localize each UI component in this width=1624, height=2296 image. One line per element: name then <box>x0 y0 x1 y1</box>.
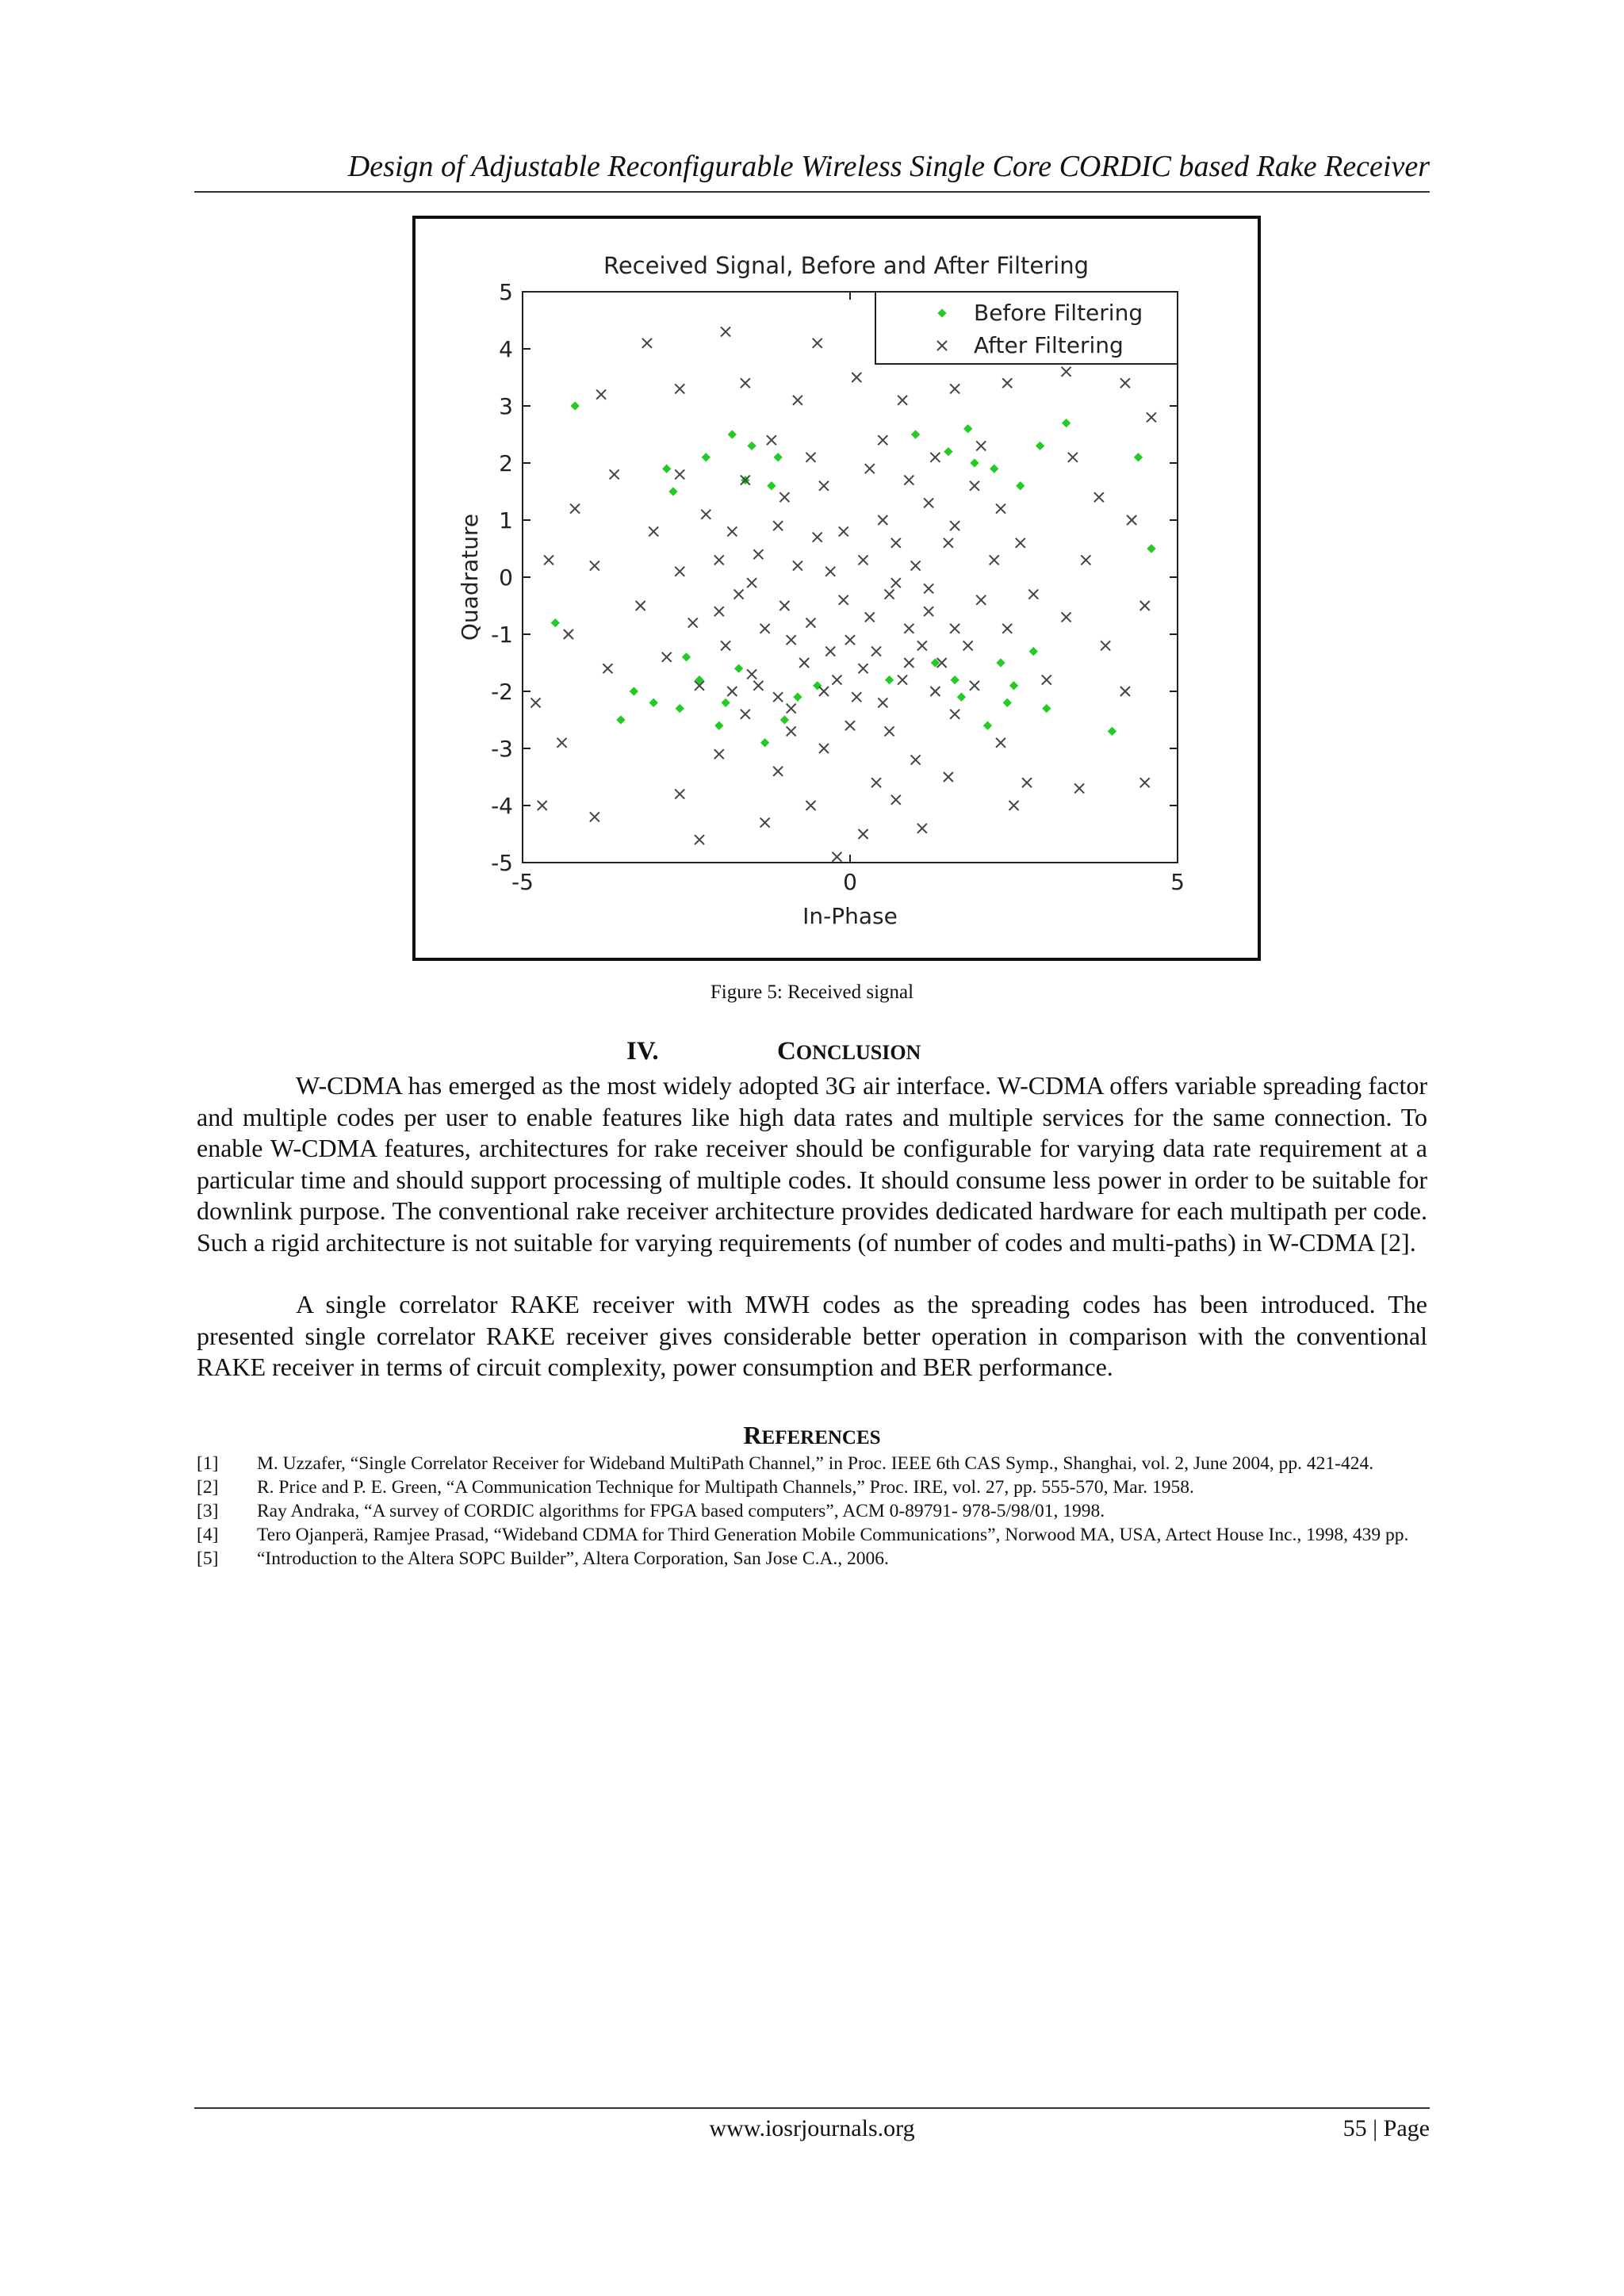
reference-number: [5] <box>197 1548 219 1569</box>
section-number: IV. <box>626 1037 659 1066</box>
reference-item <box>197 1548 1427 1571</box>
footer-rule <box>194 2107 1430 2109</box>
references-title: REFERENCES <box>743 1421 881 1449</box>
y-tick-label: -4 <box>491 793 513 819</box>
reference-number: [2] <box>197 1477 219 1498</box>
y-tick-label: -2 <box>491 679 513 705</box>
references-heading <box>0 1421 1624 1450</box>
reference-text: Tero Ojanperä, Ramjee Prasad, “Wideband CDMA for Third Generation Mobile Communications”, Norwood MA, USA, Artect House Inc., 1998, 439 pp. <box>257 1525 1409 1545</box>
y-tick-label: 0 <box>499 564 513 591</box>
legend-label-before: Before Filtering <box>974 300 1143 326</box>
reference-text: “Introduction to the Altera SOPC Builder”, Altera Corporation, San Jose C.A., 2006. <box>257 1548 889 1569</box>
figure-caption: Figure 5: Received signal <box>710 982 914 1003</box>
reference-number: [3] <box>197 1501 219 1521</box>
x-tick-label: 5 <box>1170 869 1185 895</box>
conclusion-paragraph-2 <box>197 1289 1427 1383</box>
journal-url[interactable]: www.iosrjournals.org <box>709 2115 915 2141</box>
paragraph-text: W-CDMA has emerged as the most widely adopted 3G air interface. W-CDMA offers variable spreading factor and multiple codes per user to enable features like high data rates and multiple services for the same connection. To enable W-CDMA features, architectures for rake receiver should be configurable for varying data rate requirement at a particular time and should support processing of multiple codes. It should consume less power in order to be suitable for downlink purpose. The conventional rake receiver architecture provides dedicated hardware for each multipath per code. Such a rigid architecture is not suitable for varying requirements (of number of codes and multi-paths) in W-CDMA [2]. <box>197 1071 1427 1257</box>
y-tick-label: 4 <box>499 336 513 362</box>
references-list <box>197 1452 1427 1571</box>
y-axis-label: Quadrature <box>457 513 483 641</box>
reference-text: Ray Andraka, “A survey of CORDIC algorithms for FPGA based computers”, ACM 0-89791- 978-5/98/01, 1998. <box>257 1501 1105 1521</box>
reference-item <box>197 1452 1427 1475</box>
section-title: CONCLUSION <box>777 1037 921 1066</box>
running-header: Design of Adjustable Reconfigurable Wireless Single Core CORDIC based Rake Receiver <box>347 150 1430 183</box>
y-tick-label: -5 <box>491 850 513 876</box>
x-tick-label: 0 <box>843 869 857 895</box>
y-tick-label: 5 <box>499 279 513 305</box>
y-tick-label: -1 <box>491 622 513 648</box>
reference-item <box>197 1500 1427 1523</box>
x-axis-label: In-Phase <box>802 903 898 929</box>
reference-item <box>197 1524 1427 1547</box>
legend <box>875 292 1178 364</box>
header-rule <box>194 191 1430 193</box>
x-tick-label: -5 <box>511 869 534 895</box>
y-tick-label: 1 <box>499 507 513 534</box>
chart-title: Received Signal, Before and After Filtering <box>603 252 1090 279</box>
reference-item <box>197 1476 1427 1499</box>
page-number: 55 | Page <box>1342 2115 1430 2141</box>
conclusion-paragraph-1 <box>197 1070 1427 1258</box>
section-heading <box>626 1037 921 1066</box>
reference-text: M. Uzzafer, “Single Correlator Receiver for Wideband MultiPath Channel,” in Proc. IEEE 6th CAS Symp., Shanghai, vol. 2, June 2004, pp. 421-424. <box>257 1453 1374 1474</box>
plot-area <box>523 292 1178 863</box>
scatter-chart <box>416 219 1258 958</box>
y-tick-label: 3 <box>499 393 513 419</box>
legend-label-after: After Filtering <box>974 332 1124 358</box>
reference-text: R. Price and P. E. Green, “A Communication Technique for Multipath Channels,” Proc. IRE, vol. 27, pp. 555-570, Mar. 1958. <box>257 1477 1194 1498</box>
y-tick-label: -3 <box>491 736 513 762</box>
reference-number: [1] <box>197 1453 219 1474</box>
paragraph-text: A single correlator RAKE receiver with MWH codes as the spreading codes has been introduced. The presented single correlator RAKE receiver gives considerable better operation in comparison with the conventional RAKE receiver in terms of circuit complexity, power consumption and BER performance. <box>197 1290 1427 1381</box>
reference-number: [4] <box>197 1525 219 1545</box>
y-tick-label: 2 <box>499 450 513 476</box>
figure-5 <box>412 216 1261 961</box>
